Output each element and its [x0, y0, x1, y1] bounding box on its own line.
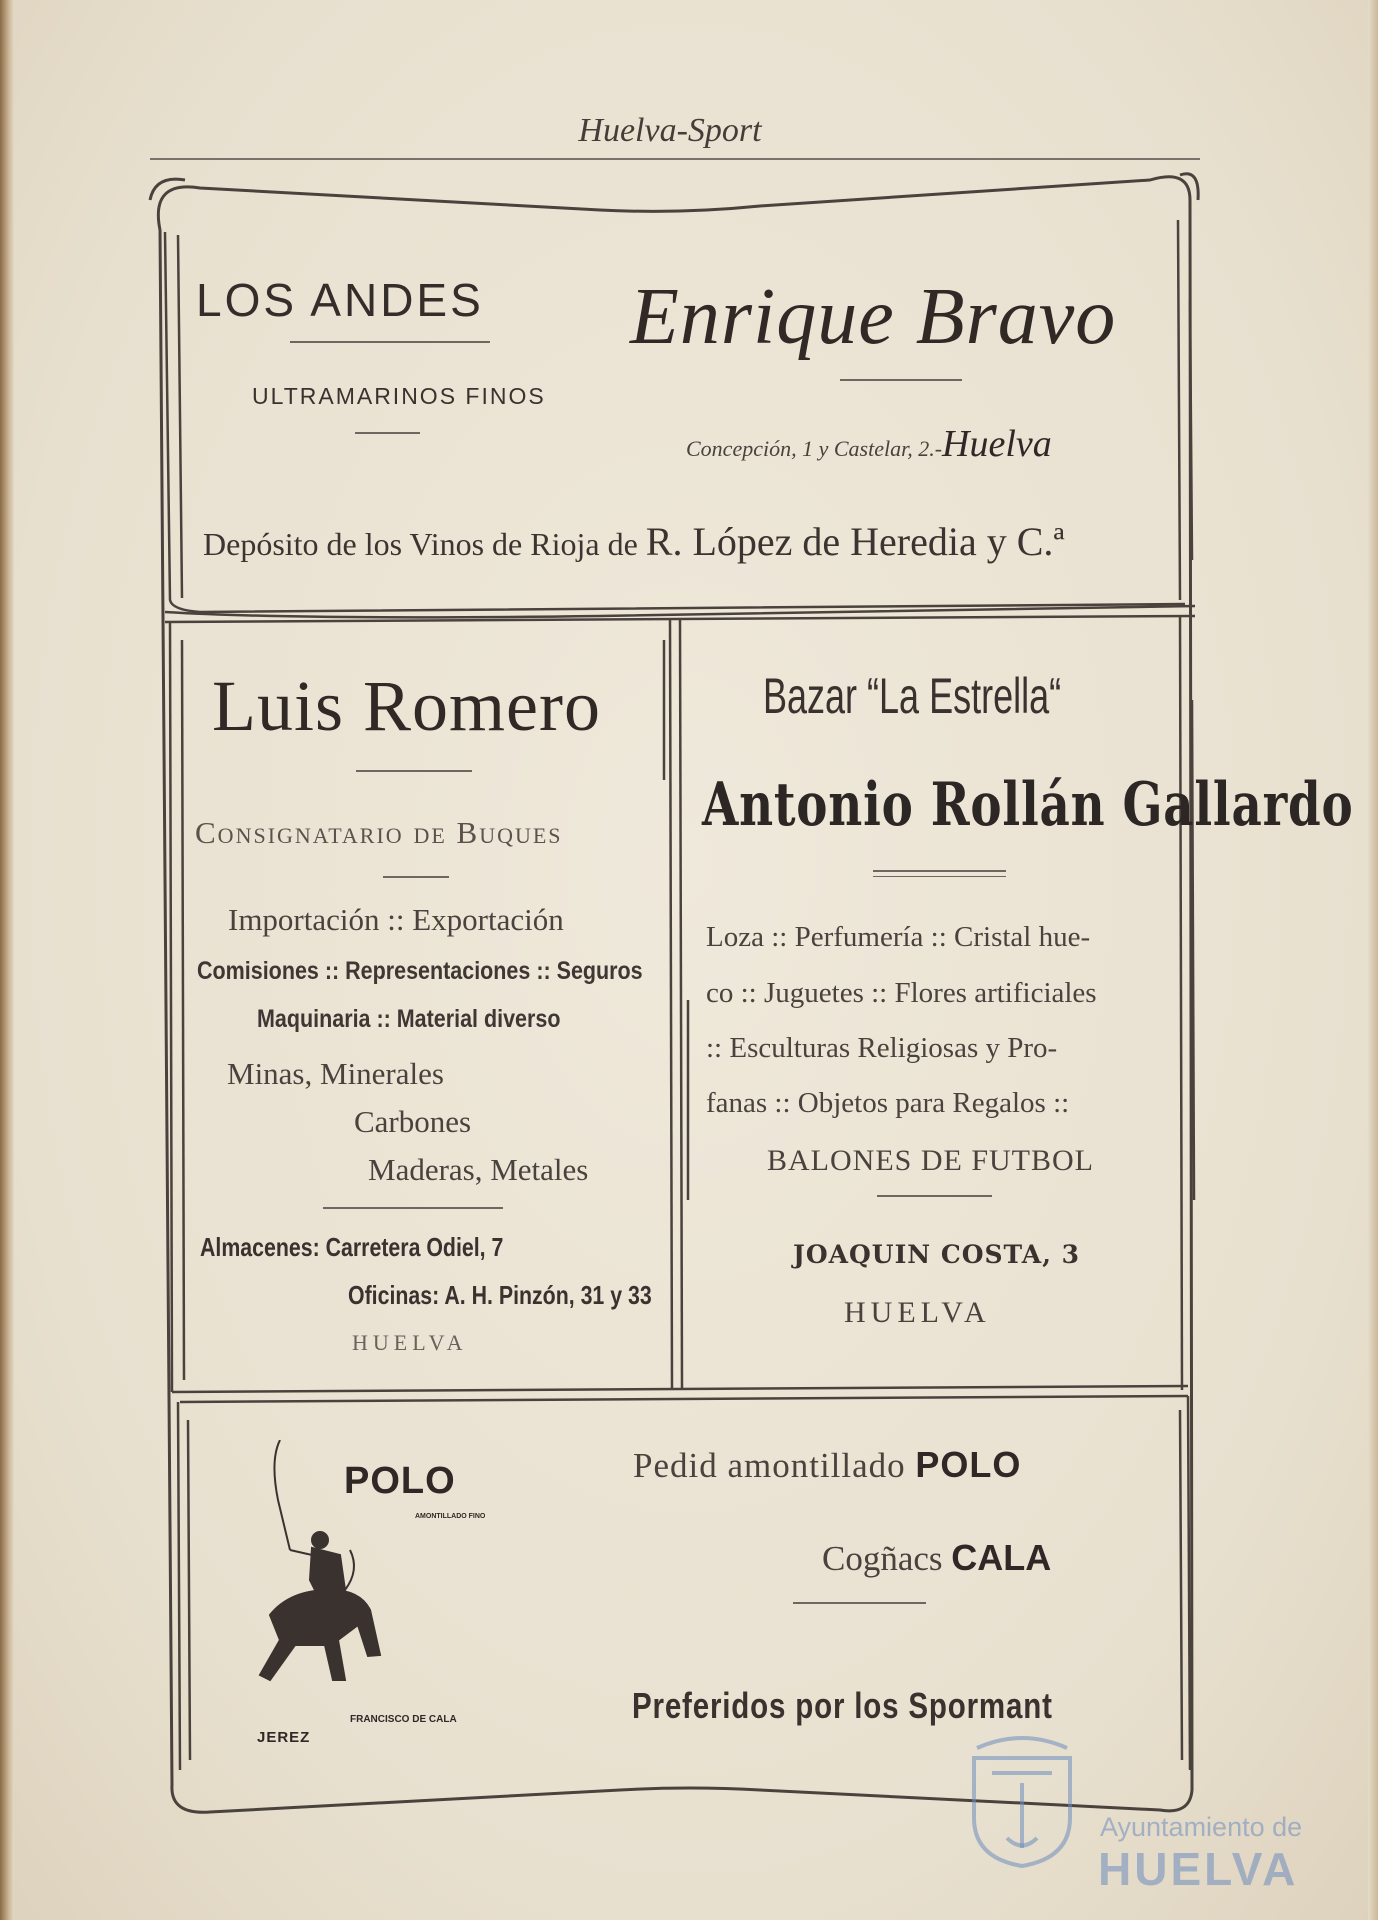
enrique-bravo-address: [686, 422, 1052, 466]
luis-romero-line3: Maquinaria :: Material diverso: [257, 1005, 561, 1033]
polo-logo-title: POLO: [344, 1460, 456, 1502]
bazar-line3: :: Esculturas Religiosas y Pro-: [706, 1032, 1058, 1064]
luis-romero-oficinas: Oficinas: A. H. Pinzón, 31 y 33: [348, 1280, 652, 1310]
bazar-city: HUELVA: [844, 1296, 991, 1329]
los-andes-tagline: ULTRAMARINOS FINOS: [252, 383, 546, 409]
short-rule: [877, 1195, 992, 1197]
page-edge: [1368, 0, 1378, 1920]
watermark-line1: Ayuntamiento de: [1100, 1812, 1303, 1842]
bazar-address: JOAQUIN COSTA, 3: [793, 1240, 1080, 1269]
polo-line1-brand: POLO: [915, 1444, 1022, 1485]
los-andes-title: LOS ANDES: [196, 274, 484, 326]
deposito-prefix: Depósito de los Vinos de Rioja de: [203, 526, 638, 562]
luis-romero-title: Luis Romero: [212, 666, 601, 746]
short-rule: [355, 432, 420, 434]
luis-romero-line2: Comisiones :: Representaciones :: Seguros: [197, 957, 643, 985]
ornament-rule: [356, 770, 472, 772]
bazar-line5: BALONES DE FUTBOL: [767, 1144, 1095, 1177]
header-rule: [150, 158, 1200, 160]
polo-line1: [633, 1444, 1021, 1486]
double-rule: [873, 870, 1006, 872]
address-text: Concepción, 1 y Castelar, 2.-: [686, 436, 943, 461]
polo-line2-brand: CALA: [951, 1537, 1052, 1578]
ornament-rule: [290, 341, 490, 343]
polo-logo-subtitle: AMONTILLADO FINO: [415, 1513, 486, 1520]
short-rule: [383, 876, 449, 878]
running-head: Huelva-Sport: [578, 112, 762, 149]
bazar-line2: co :: Juguetes :: Flores artificiales: [706, 977, 1097, 1009]
bazar-line4: fanas :: Objetos para Regalos ::: [706, 1087, 1070, 1119]
luis-romero-line1: Importación :: Exportación: [228, 902, 564, 937]
luis-romero-city: HUELVA: [352, 1330, 468, 1355]
enrique-bravo-title: Enrique Bravo: [630, 273, 1117, 361]
luis-romero-subtitle: Consignatario de Buques: [195, 815, 563, 850]
bazar-line1: Loza :: Perfumería :: Cristal hue-: [706, 921, 1091, 953]
polo-line2-prefix: Cogñacs: [822, 1539, 943, 1578]
polo-line2: [822, 1537, 1051, 1579]
bazar-owner: Antonio Rollán Gallardo: [702, 770, 1354, 840]
bazar-title: Bazar “La Estrella“: [763, 668, 1062, 724]
section-rule: [323, 1207, 503, 1209]
ornament-rule: [840, 379, 962, 381]
polo-slogan: Preferidos por los Spormant: [632, 1685, 1053, 1726]
polo-line1-prefix: Pedid amontillado: [633, 1446, 906, 1485]
luis-romero-line4: Minas, Minerales: [227, 1056, 444, 1091]
ayuntamiento-crest-icon: [962, 1718, 1082, 1868]
double-rule: [873, 876, 1006, 877]
luis-romero-almacenes: Almacenes: Carretera Odiel, 7: [200, 1232, 504, 1262]
address-city: Huelva: [942, 423, 1052, 465]
deposito-firm: R. López de Heredia y C.ª: [645, 519, 1065, 564]
polo-town: JEREZ: [257, 1729, 311, 1746]
deposito-line: [203, 518, 1064, 565]
short-rule: [793, 1602, 926, 1604]
binding-spine: [0, 0, 14, 1920]
luis-romero-line6: Maderas, Metales: [368, 1152, 589, 1187]
watermark-line2: HUELVA: [1098, 1843, 1299, 1895]
polo-maker: FRANCISCO DE CALA: [350, 1714, 457, 1725]
luis-romero-line5: Carbones: [354, 1104, 472, 1139]
